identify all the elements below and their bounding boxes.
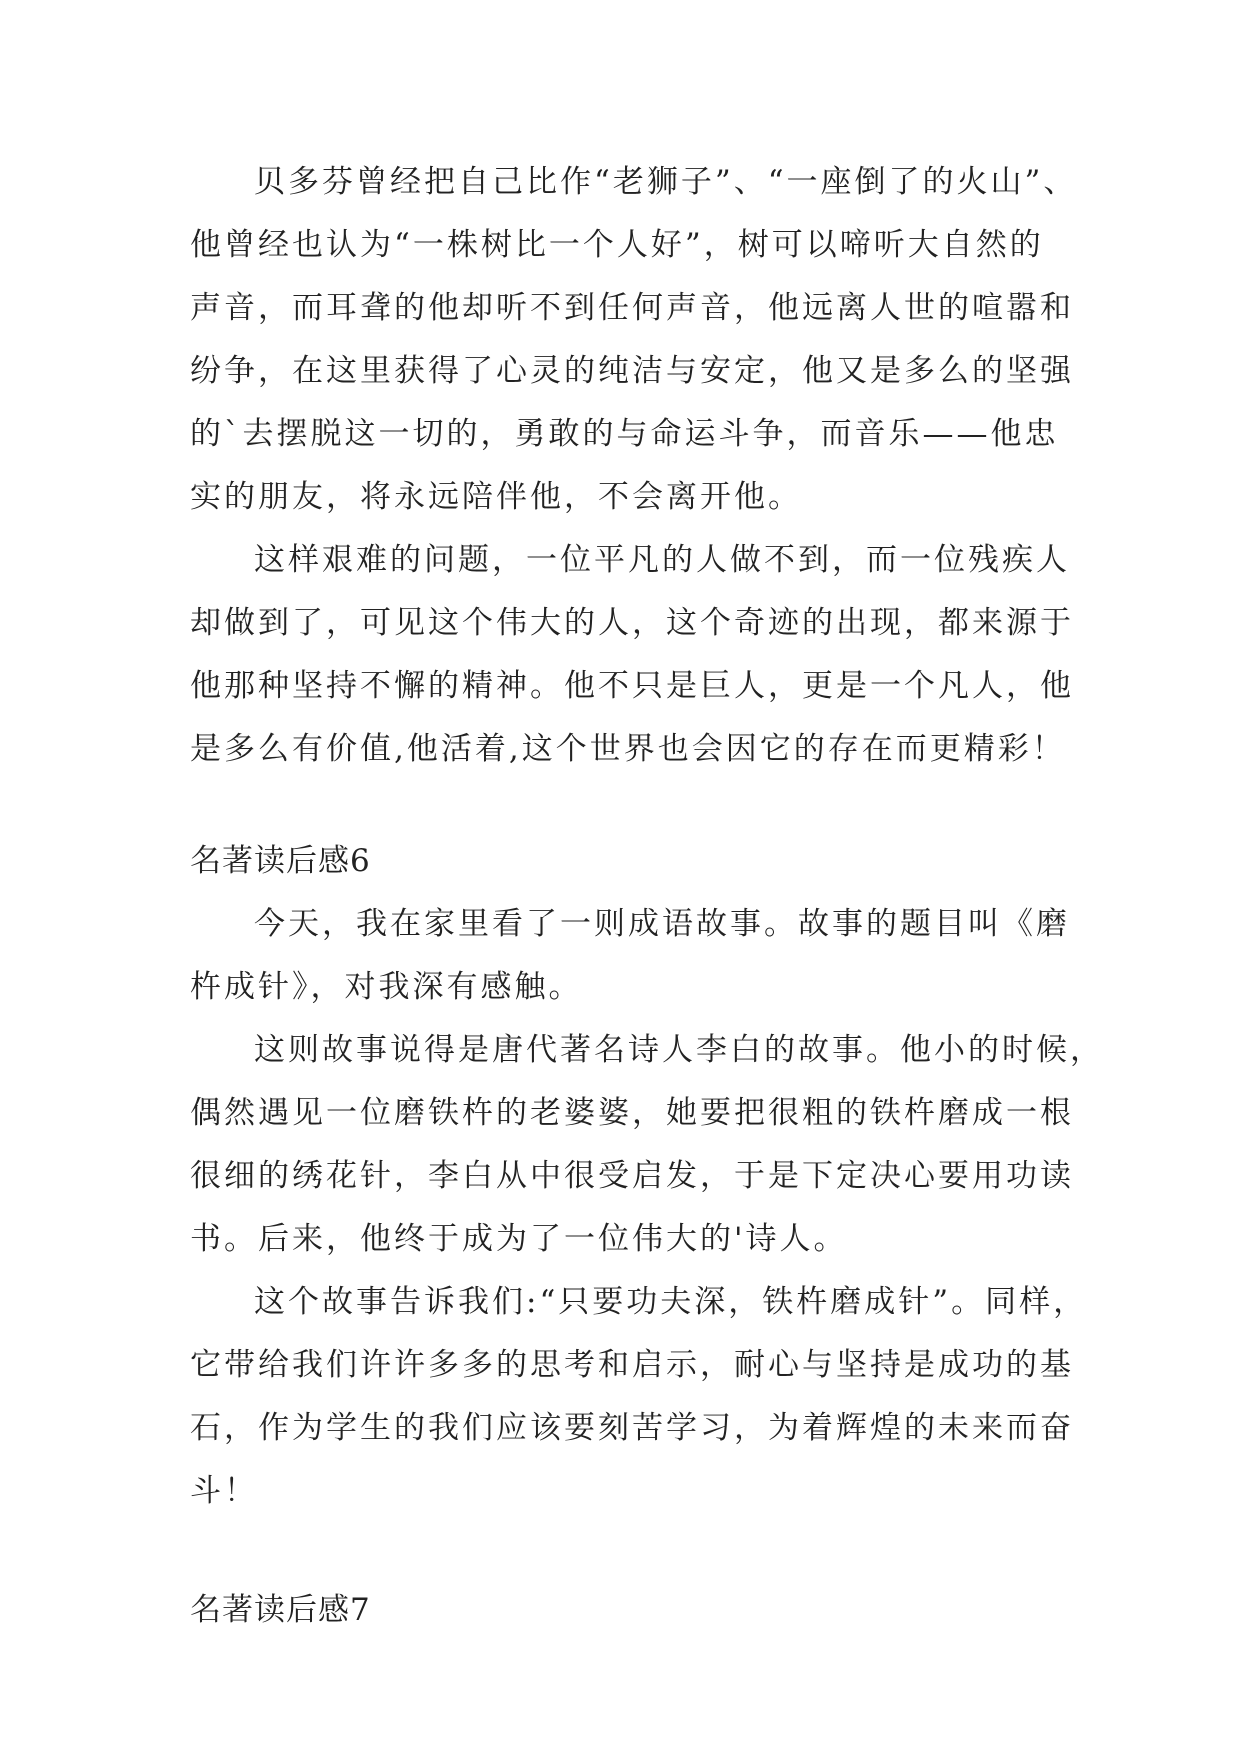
paragraph-line: 声音，而耳聋的他却听不到任何声音，他远离人世的喧嚣和: [190, 290, 1074, 326]
paragraph-line: 石，作为学生的我们应该要刻苦学习，为着辉煌的未来而奋: [190, 1410, 1074, 1446]
paragraph-line: 的`去摆脱这一切的，勇敢的与命运斗争，而音乐——他忠: [190, 416, 1059, 452]
paragraph-line: 他那种坚持不懈的精神。他不只是巨人，更是一个凡人，他: [190, 668, 1074, 704]
paragraph-line: 偶然遇见一位磨铁杵的老婆婆，她要把很粗的铁杵磨成一根: [190, 1095, 1074, 1131]
section-heading: 名著读后感6: [190, 843, 371, 879]
paragraph-line: 却做到了，可见这个伟大的人，这个奇迹的出现，都来源于: [190, 605, 1074, 641]
paragraph-line: 纷争，在这里获得了心灵的纯洁与安定，他又是多么的坚强: [190, 353, 1074, 389]
paragraph-line: 这个故事告诉我们:“只要功夫深，铁杵磨成针”。同样，: [254, 1284, 1088, 1320]
paragraph-line: 贝多芬曾经把自己比作“老狮子”、“一座倒了的火山”、: [254, 164, 1078, 200]
paragraph-line: 是多么有价值,他活着,这个世界也会因它的存在而更精彩！: [190, 731, 1066, 767]
paragraph-line: 实的朋友，将永远陪伴他，不会离开他。: [190, 479, 802, 515]
section-heading: 名著读后感7: [190, 1592, 371, 1628]
paragraph-line: 这则故事说得是唐代著名诗人李白的故事。他小的时候，: [254, 1032, 1104, 1068]
paragraph-line: 杵成针》，对我深有感触。: [190, 969, 583, 1005]
paragraph-line: 斗！: [190, 1473, 258, 1509]
paragraph-line: 很细的绣花针，李白从中很受启发，于是下定决心要用功读: [190, 1158, 1074, 1194]
paragraph-line: 这样艰难的问题，一位平凡的人做不到，而一位残疾人: [254, 542, 1070, 578]
paragraph-line: 他曾经也认为“一株树比一个人好”，树可以啼听大自然的: [190, 227, 1044, 263]
paragraph-line: 书。后来，他终于成为了一位伟大的'诗人。: [190, 1221, 848, 1257]
paragraph-line: 它带给我们许许多多的思考和启示，耐心与坚持是成功的基: [190, 1347, 1074, 1383]
paragraph-line: 今天，我在家里看了一则成语故事。故事的题目叫《磨: [254, 906, 1070, 942]
